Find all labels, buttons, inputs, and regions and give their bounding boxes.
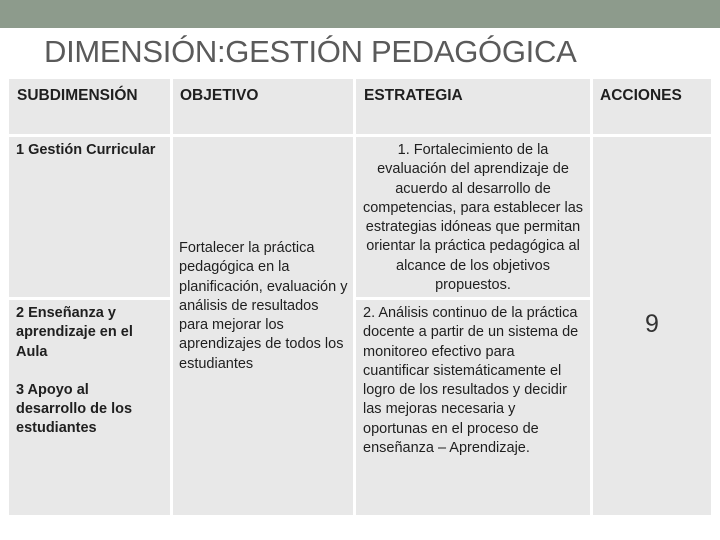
subdimension-lower bbox=[9, 300, 170, 515]
subdimension-curricular: 1 Gestión Curricular bbox=[9, 137, 170, 297]
top-banner bbox=[0, 0, 720, 28]
actions-count: 9 bbox=[645, 310, 659, 338]
objective-cell bbox=[173, 137, 353, 515]
strategy-1: 1. Fortalecimiento de la evaluación del aprendizaje de acuerdo al desarrollo de competencias, para establecer las estrategias idóneas que permitan orientar la práctica pedagógica al alcance de los objetivos propuestos. bbox=[362, 142, 584, 294]
subdimension-aula: 2 Enseñanza y aprendizaje en el Aula bbox=[16, 305, 133, 360]
header-subdimension: SUBDIMENSIÓN bbox=[9, 79, 170, 134]
header-strategy: ESTRATEGIA bbox=[356, 79, 590, 134]
strategy-2: 2. Análisis continuo de la práctica docente a partir de un sistema de monitoreo efectivo para cuantificar sistemáticamente el logro de los resultados y decidir las mejoras necesaria y oportunas en el proceso de enseñanza – Aprendizaje. bbox=[363, 305, 579, 457]
actions-cell bbox=[593, 137, 711, 515]
objective-text: Fortalecer la práctica pedagógica en la planificación, evaluación y análisis de resultados para mejorar los aprendizajes de todos los estudiantes bbox=[179, 240, 348, 372]
slide-title: DIMENSIÓN:GESTIÓN PEDAGÓGICA bbox=[44, 34, 577, 69]
header-objective: OBJETIVO bbox=[173, 79, 353, 134]
header-actions: ACCIONES bbox=[593, 79, 711, 134]
strategy-cell-2 bbox=[356, 300, 590, 515]
subdimension-apoyo: 3 Apoyo al desarrollo de los estudiantes bbox=[16, 381, 133, 437]
strategy-cell-1 bbox=[356, 137, 590, 297]
